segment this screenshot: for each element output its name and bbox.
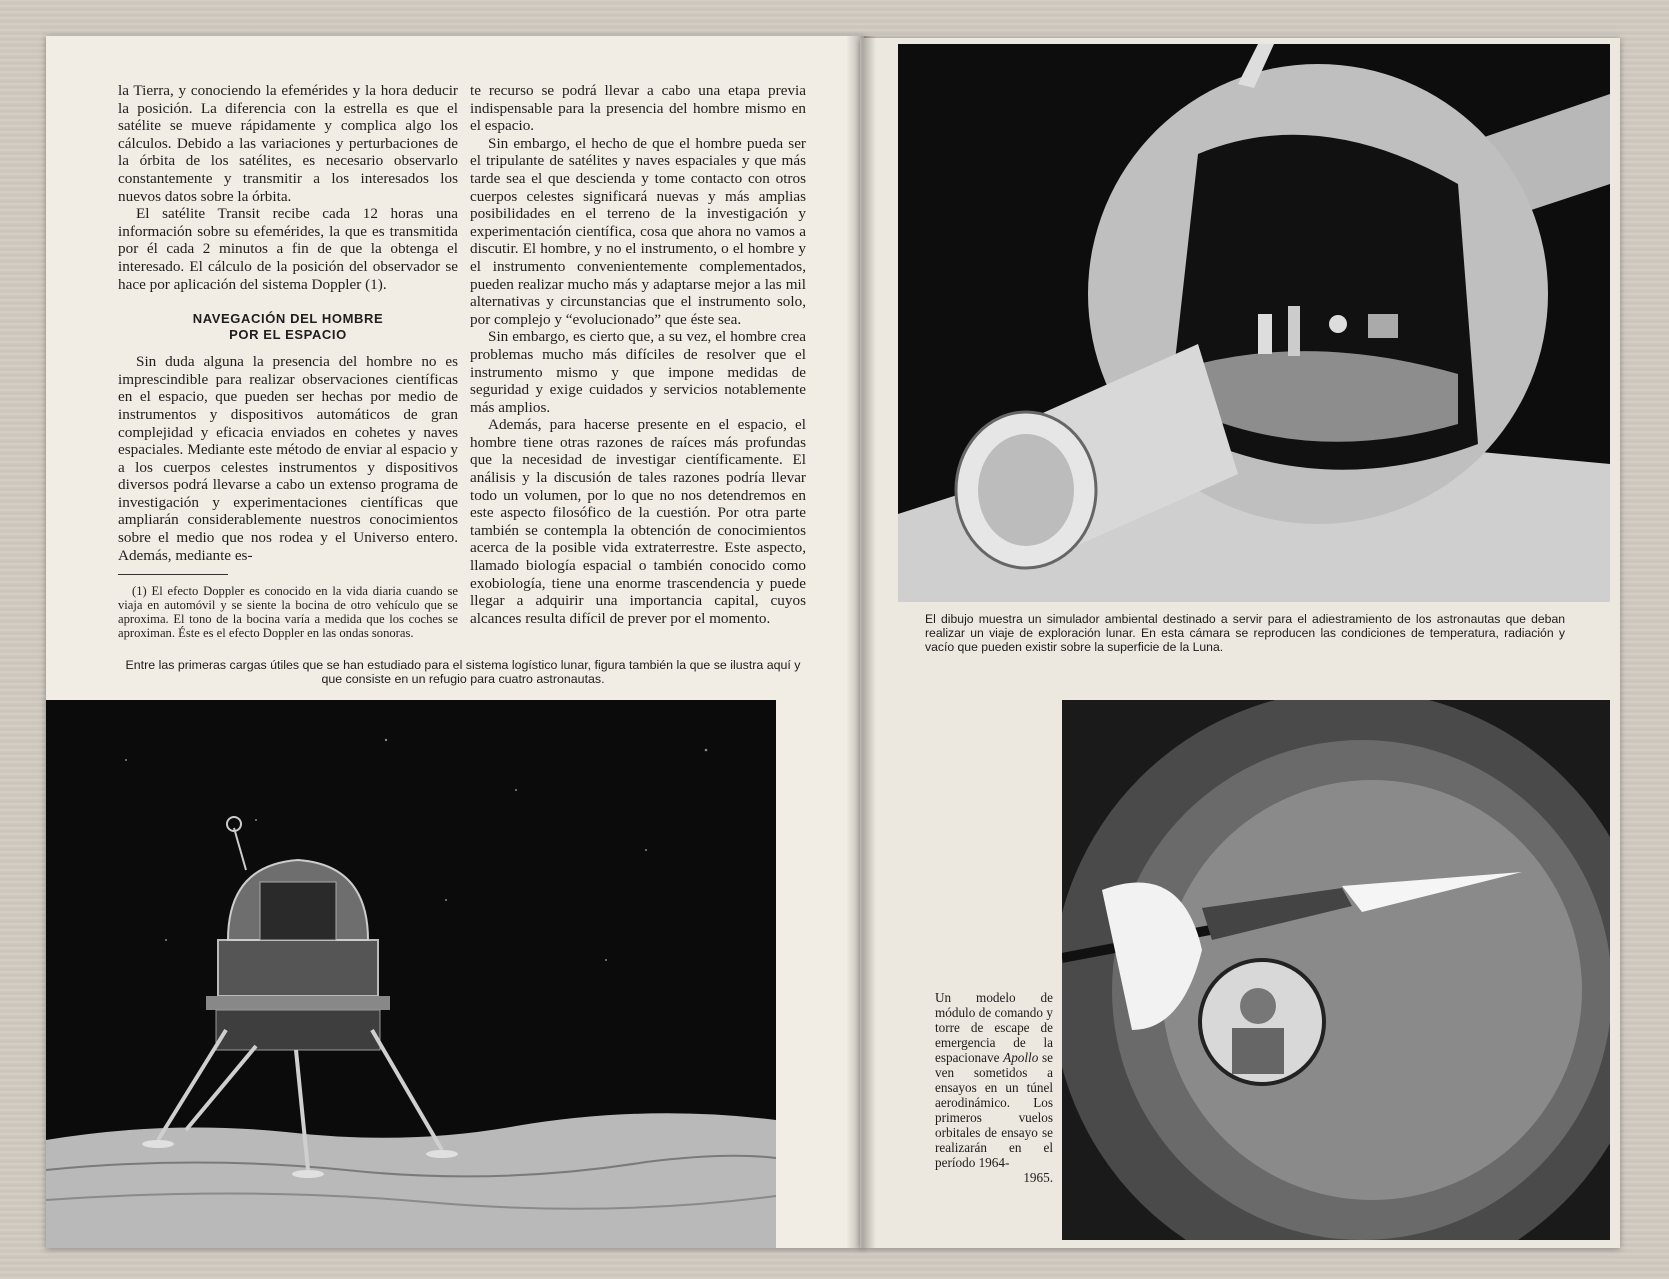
paragraph: El satélite Transit recibe cada 12 horas una información sobre su efemérides, la que es transmitida por él cada 2 minutos a fin de que la obtenga el interesado. El cálculo de la posición del observador se hace por aplicación del sistema Doppler (1). xyxy=(118,205,458,293)
wind-tunnel-drawing xyxy=(1062,700,1610,1240)
magazine-spine xyxy=(846,36,876,1248)
paragraph: Sin duda alguna la presencia del hombre no es imprescindible para realizar observaciones científicas en el espacio, que pueden ser hechas por medio de instrumentos y dispositivos automáticos de gran complejidad y eficacia enviados en cohetes y naves espaciales. Mediante este método de enviar al espacio y a los cuerpos celestes instrumentos y dispositivos diversos podrá llevarse a cabo un extenso programa de investigación y experimentaciones científicas que ampliarán considerablemente nuestros conocimientos sobre el medio que nos rodea y el Universo entero. Además, mediante es- xyxy=(118,353,458,564)
caption-italic: Apollo xyxy=(1003,1050,1039,1065)
apollo-caption xyxy=(935,990,1053,1185)
heading-line: NAVEGACIÓN DEL HOMBRE xyxy=(192,311,384,327)
section-heading xyxy=(118,311,458,343)
text-column-2 xyxy=(470,82,806,627)
caption-text: se ven sometidos a ensayos en un túnel aerodinámico. Los primeros vuelos orbitales de ensayo se realizarán en el período 1964- xyxy=(935,1050,1053,1170)
lander-drawing xyxy=(46,700,776,1248)
lunar-shelter-illustration xyxy=(46,700,776,1248)
simulator-caption: El dibujo muestra un simulador ambiental destinado a servir para el adiestramiento de los astronautas que deban realizar un viaje de exploración lunar. En esta cámara se reproducen las condiciones de temperatura, radiación y vacío que pueden existir sobre la superficie de la Luna. xyxy=(925,612,1565,654)
environmental-simulator-illustration xyxy=(898,44,1610,602)
paragraph: te recurso se podrá llevar a cabo una etapa previa indispensable para la presencia del hombre mismo en el espacio. xyxy=(470,82,806,135)
paragraph: Sin embargo, es cierto que, a su vez, el hombre crea problemas mucho más difíciles de resolver que el instrumento mismo y que impone medidas de seguridad y exige cuidados y servicios notablemente más amplios. xyxy=(470,328,806,416)
footnote-rule xyxy=(118,574,228,575)
paragraph: Sin embargo, el hecho de que el hombre pueda ser el tripulante de satélites y naves espaciales y que más tarde sea el que descienda y tome contacto con otros cuerpos celestes significará nuevas y más amplias posibilidades en el terreno de la investigación y experimentación científica, cosa que ahora no vamos a discutir. El hombre, y no el instrumento, o el hombre y el instrumento convenientemente complementados, pueden realizar mucho más y adaptarse mejor a las mil alternativas y circunstancias que el instrumento solo, por complejo y “evolucionado” que éste sea. xyxy=(470,134,806,328)
text-column-1 xyxy=(118,82,458,564)
footnote xyxy=(118,584,458,640)
paragraph: la Tierra, y conociendo la efemérides y la hora deducir la posición. La diferencia con la estrella es que el satélite se mueve rápidamente y complica algo los cálculos. Debido a las variaciones y perturbaciones de la órbita de los satélites, es necesario observarlo constantemente y transmitir a los interesados los nuevos datos sobre la órbita. xyxy=(118,82,458,205)
heading-line: POR EL ESPACIO xyxy=(229,327,347,343)
paragraph: Además, para hacerse presente en el espacio, el hombre tiene otras razones de raíces más profundas que la necesidad de investigar científicamente. El análisis y la discusión de tales razones podría llevar todo un volumen, por lo que no nos detendremos en este aspecto filosófico de la cuestión. Por otra parte también se contempla la obtención de conocimientos acerca de la posible vida extraterrestre. Este aspecto, llamado biología espacial o también conocido como exobiología, tiene una enorme trascendencia y puede llegar a adquirir una importancia capital, cuyos alcances resulta difícil de prever por el momento. xyxy=(470,416,806,627)
simulator-drawing xyxy=(898,44,1610,602)
footnote-text: (1) El efecto Doppler es conocido en la vida diaria cuando se viaja en automóvil y se siente la bocina de otro vehículo que se aproxima. El tono de la bocina varía a medida que los coches se aproximan. Éste es el efecto Doppler en las ondas sonoras. xyxy=(118,584,458,640)
wind-tunnel-photo xyxy=(1062,700,1610,1240)
lander-caption: Entre las primeras cargas útiles que se han estudiado para el sistema logístico lunar, figura también la que se ilustra aquí y que consiste en un refugio para cuatro astronautas. xyxy=(125,658,801,686)
caption-text: Un modelo de módulo de comando y torre de escape de emergencia de la espacionave xyxy=(935,990,1053,1065)
caption-last-line: 1965. xyxy=(1023,1170,1053,1185)
